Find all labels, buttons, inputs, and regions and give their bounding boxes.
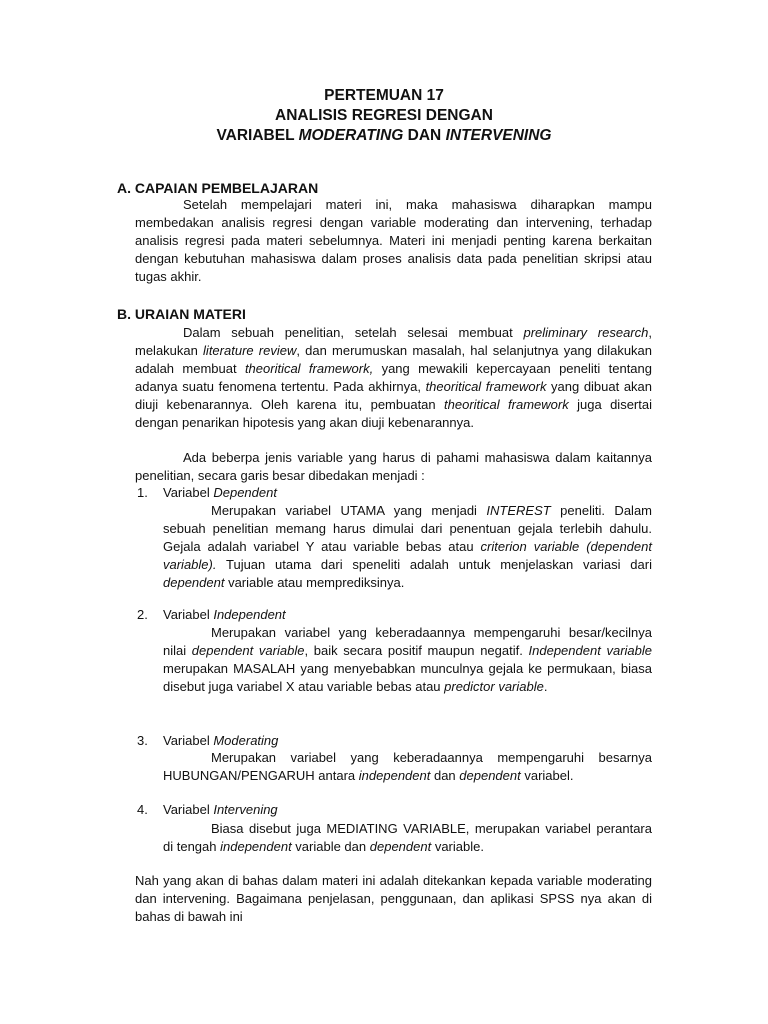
page-title: [0, 86, 768, 146]
list-item-moderating-description: Merupakan variabel yang keberadaannya mempengaruhi besarnya HUBUNGAN/PENGARUH antara independent dan dependent variabel.: [163, 750, 652, 783]
section-a-paragraph: Setelah mempelajari materi ini, maka mahasiswa diharapkan mampu membedakan analisis regresi dengan variable moderating dan intervening, terhadap analisis regresi pada materi sebelumnya. Materi ini menjadi penting karena berkaitan dengan kebutuhan mahasiswa dalam proses analisis data pada penelitian skripsi atau tugas akhir.: [135, 197, 652, 284]
list-item-independent-description: Merupakan variabel yang keberadaannya mempengaruhi besar/kecilnya nilai dependent variable, baik secara positif maupun negatif. Independent variable merupakan MASALAH yang menyebabkan munculnya gejala ke permukaan, biasa disebut juga variabel X atau variable bebas atau predictor variable.: [163, 625, 653, 694]
list-item-dependent: 1. Variabel Dependent: [137, 485, 277, 500]
title-line-1: PERTEMUAN 17: [324, 87, 444, 104]
list-item-intervening: 4. Variabel Intervening: [137, 802, 278, 817]
list-item-intervening-description: Biasa disebut juga MEDIATING VARIABLE, merupakan variabel perantara di tengah independent variable dan dependent variable.: [163, 821, 652, 854]
title-line-3: VARIABEL MODERATING DAN INTERVENING: [216, 127, 552, 144]
list-item-independent: 2. Variabel Independent: [137, 607, 286, 622]
section-b-heading: B. URAIAN MATERI: [117, 306, 246, 322]
section-b-paragraph-1: Dalam sebuah penelitian, setelah selesai membuat preliminary research, melakukan literature review, dan merumuskan masalah, hal selanjutnya yang dilakukan adalah membuat theoritical framework, yang mewakili kepercayaan peneliti tentang adanya suatu fenomena tertentu. Pada akhirnya, theoritical framework yang dibuat akan diuji kebenarannya. Oleh karena itu, pembuatan theoritical framework juga disertai dengan penarikan hipotesis yang akan diuji kebenarannya.: [135, 325, 653, 430]
list-item-dependent-description: Merupakan variabel UTAMA yang menjadi INTEREST peneliti. Dalam sebuah penelitian memang harus dimulai dari penentuan gejala terlebih dahulu. Gejala adalah variabel Y atau variable bebas atau criterion variable (dependent variable). Tujuan utama dari speneliti adalah untuk menjelaskan variasi dari dependent variable atau memprediksinya.: [163, 503, 652, 590]
section-b-paragraph-2: Ada beberpa jenis variable yang harus di pahami mahasiswa dalam kaitannya penelitian, secara garis besar dibedakan menjadi :: [135, 450, 652, 483]
title-line-2: ANALISIS REGRESI DENGAN: [275, 107, 493, 124]
list-item-moderating: 3. Variabel Moderating: [137, 733, 279, 748]
closing-paragraph: Nah yang akan di bahas dalam materi ini adalah ditekankan kepada variable moderating dan intervening. Bagaimana penjelasan, penggunaan, dan aplikasi SPSS nya akan di bahas di bawah ini: [135, 873, 652, 924]
section-a-heading: A. CAPAIAN PEMBELAJARAN: [117, 180, 319, 196]
